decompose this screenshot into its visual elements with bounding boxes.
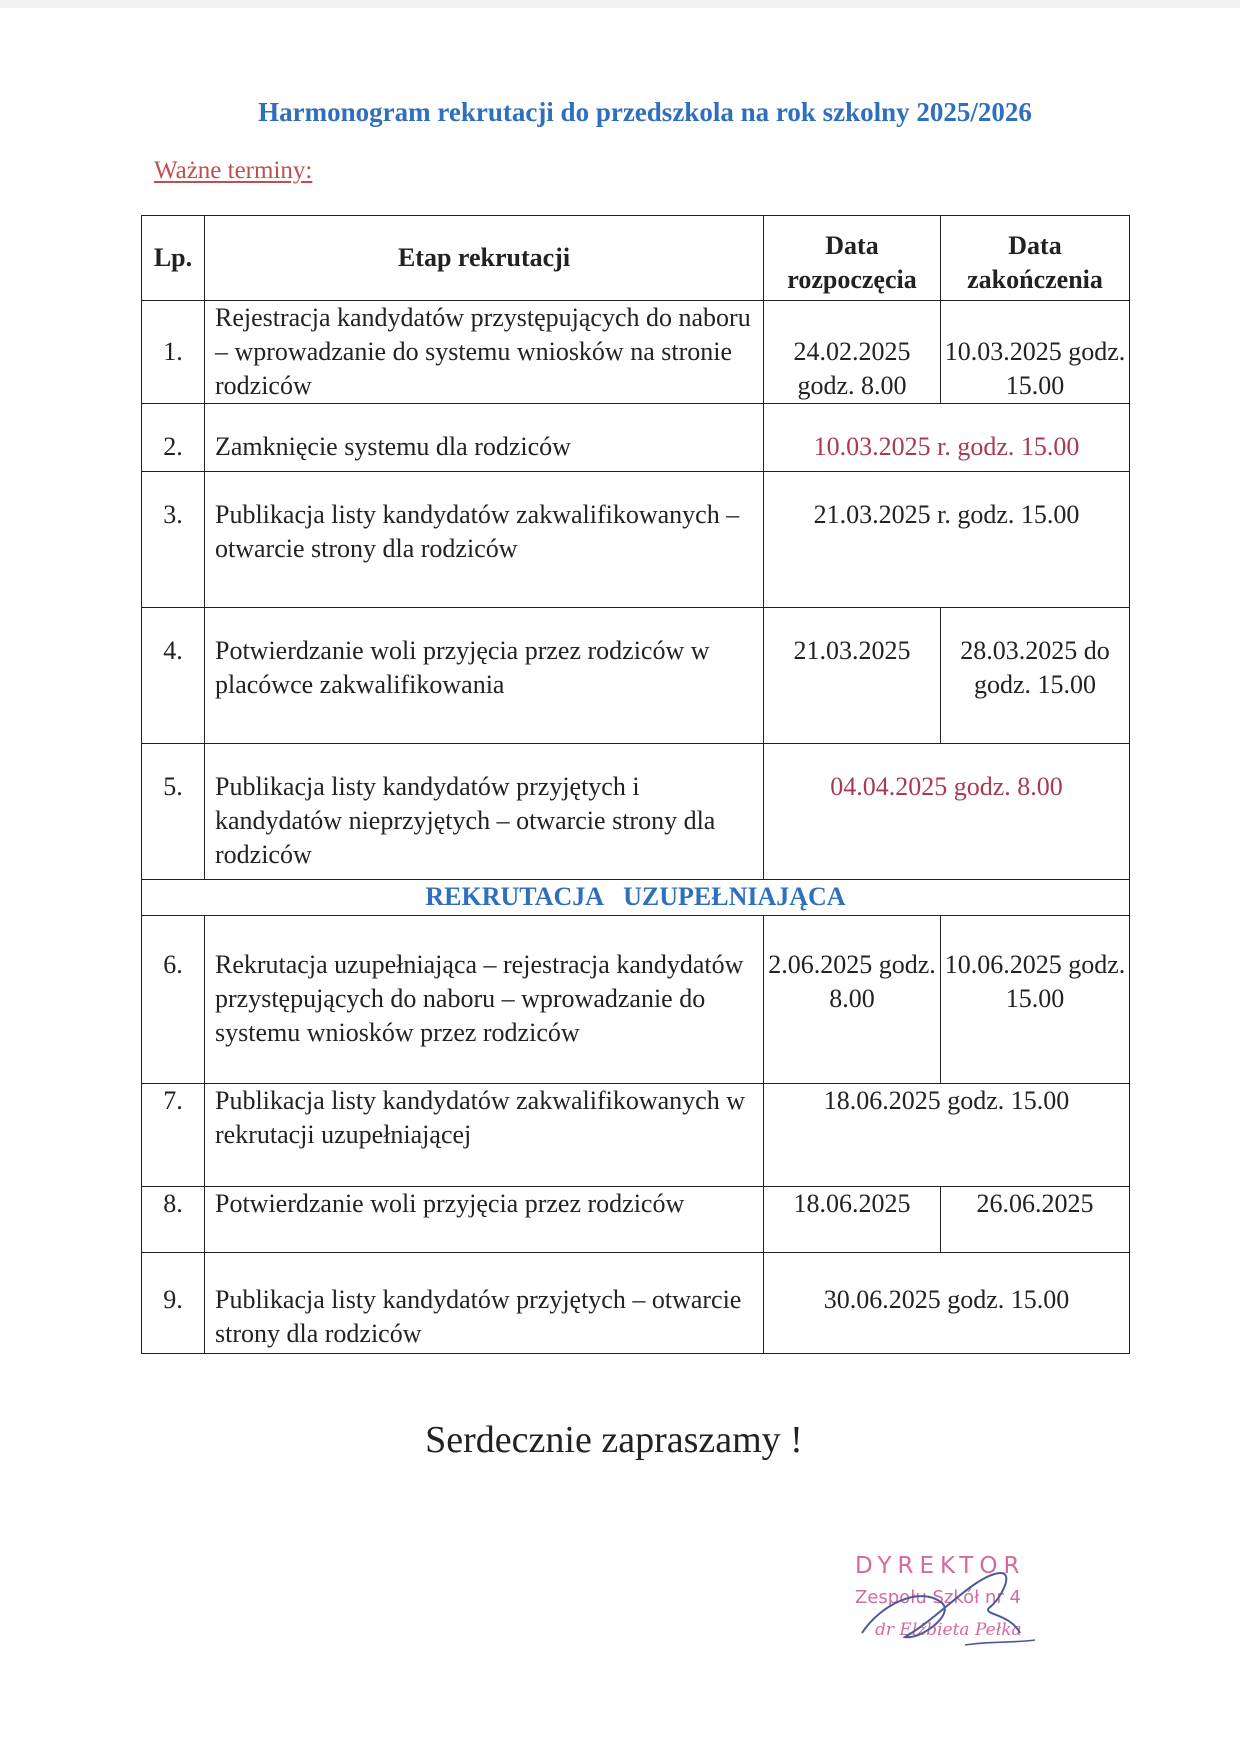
row-number: 8.	[142, 1187, 205, 1253]
header-lp: Lp.	[142, 216, 205, 301]
row-stage: Potwierdzanie woli przyjęcia przez rodziców	[205, 1187, 764, 1253]
table-row	[142, 472, 1130, 608]
stamp-title: DYREKTOR	[855, 1553, 1026, 1579]
row-number: 4.	[142, 608, 205, 744]
row-stage: Rejestracja kandydatów przystępujących do naboru – wprowadzanie do systemu wniosków na stronie rodziców	[205, 301, 764, 404]
header-start-date: Data rozpoczęcia	[764, 216, 941, 301]
table-row	[142, 608, 1130, 744]
row-date: 30.06.2025 godz. 15.00	[764, 1253, 1130, 1354]
subtitle: Ważne terminy:	[154, 157, 313, 184]
row-start-date: 18.06.2025	[764, 1187, 941, 1253]
director-stamp	[850, 1545, 1050, 1665]
row-number: 3.	[142, 472, 205, 608]
row-stage: Publikacja listy kandydatów zakwalifikowanych w rekrutacji uzupełniającej	[205, 1084, 764, 1187]
schedule-table	[141, 215, 1130, 1354]
row-end-date: 10.03.2025 godz. 15.00	[941, 301, 1130, 404]
table-row	[142, 1084, 1130, 1187]
row-end-date: 10.06.2025 godz. 15.00	[941, 916, 1130, 1084]
table-row	[142, 301, 1130, 404]
header-stage: Etap rekrutacji	[205, 216, 764, 301]
row-date: 18.06.2025 godz. 15.00	[764, 1084, 1130, 1187]
signature-underline	[965, 1640, 1035, 1645]
section-title: REKRUTACJA UZUPEŁNIAJĄCA	[142, 880, 1130, 916]
closing-text: Serdecznie zapraszamy !	[425, 1419, 803, 1461]
table-row	[142, 1253, 1130, 1354]
row-stage: Publikacja listy kandydatów przyjętych i kandydatów nieprzyjętych – otwarcie strony dla rodziców	[205, 744, 764, 880]
table-row	[142, 1187, 1130, 1253]
table-row	[142, 916, 1130, 1084]
row-number: 6.	[142, 916, 205, 1084]
row-date: 10.03.2025 r. godz. 15.00	[764, 404, 1130, 472]
stamp-school: Zespołu Szkół nr 4	[855, 1587, 1021, 1608]
row-end-date: 28.03.2025 do godz. 15.00	[941, 608, 1130, 744]
row-stage: Rekrutacja uzupełniająca – rejestracja kandydatów przystępujących do naboru – wprowadzanie do systemu wniosków przez rodziców	[205, 916, 764, 1084]
row-number: 1.	[142, 301, 205, 404]
row-stage: Publikacja listy kandydatów zakwalifikowanych – otwarcie strony dla rodziców	[205, 472, 764, 608]
row-stage: Potwierdzanie woli przyjęcia przez rodziców w placówce zakwalifikowania	[205, 608, 764, 744]
row-start-date: 24.02.2025 godz. 8.00	[764, 301, 941, 404]
stamp-name: dr Elżbieta Pełka	[875, 1620, 1022, 1640]
page-title: Harmonogram rekrutacji do przedszkola na rok szkolny 2025/2026	[258, 97, 1032, 127]
row-stage: Zamknięcie systemu dla rodziców	[205, 404, 764, 472]
row-end-date: 26.06.2025	[941, 1187, 1130, 1253]
row-number: 2.	[142, 404, 205, 472]
row-stage: Publikacja listy kandydatów przyjętych – otwarcie strony dla rodziców	[205, 1253, 764, 1354]
section-row	[142, 880, 1130, 916]
scan-edge	[0, 0, 1240, 8]
row-date: 04.04.2025 godz. 8.00	[764, 744, 1130, 880]
table-row	[142, 744, 1130, 880]
row-date: 21.03.2025 r. godz. 15.00	[764, 472, 1130, 608]
row-number: 7.	[142, 1084, 205, 1187]
row-number: 9.	[142, 1253, 205, 1354]
row-start-date: 21.03.2025	[764, 608, 941, 744]
row-start-date: 2.06.2025 godz. 8.00	[764, 916, 941, 1084]
row-number: 5.	[142, 744, 205, 880]
header-end-date: Data zakończenia	[941, 216, 1130, 301]
table-row	[142, 404, 1130, 472]
table-header-row	[142, 216, 1130, 301]
